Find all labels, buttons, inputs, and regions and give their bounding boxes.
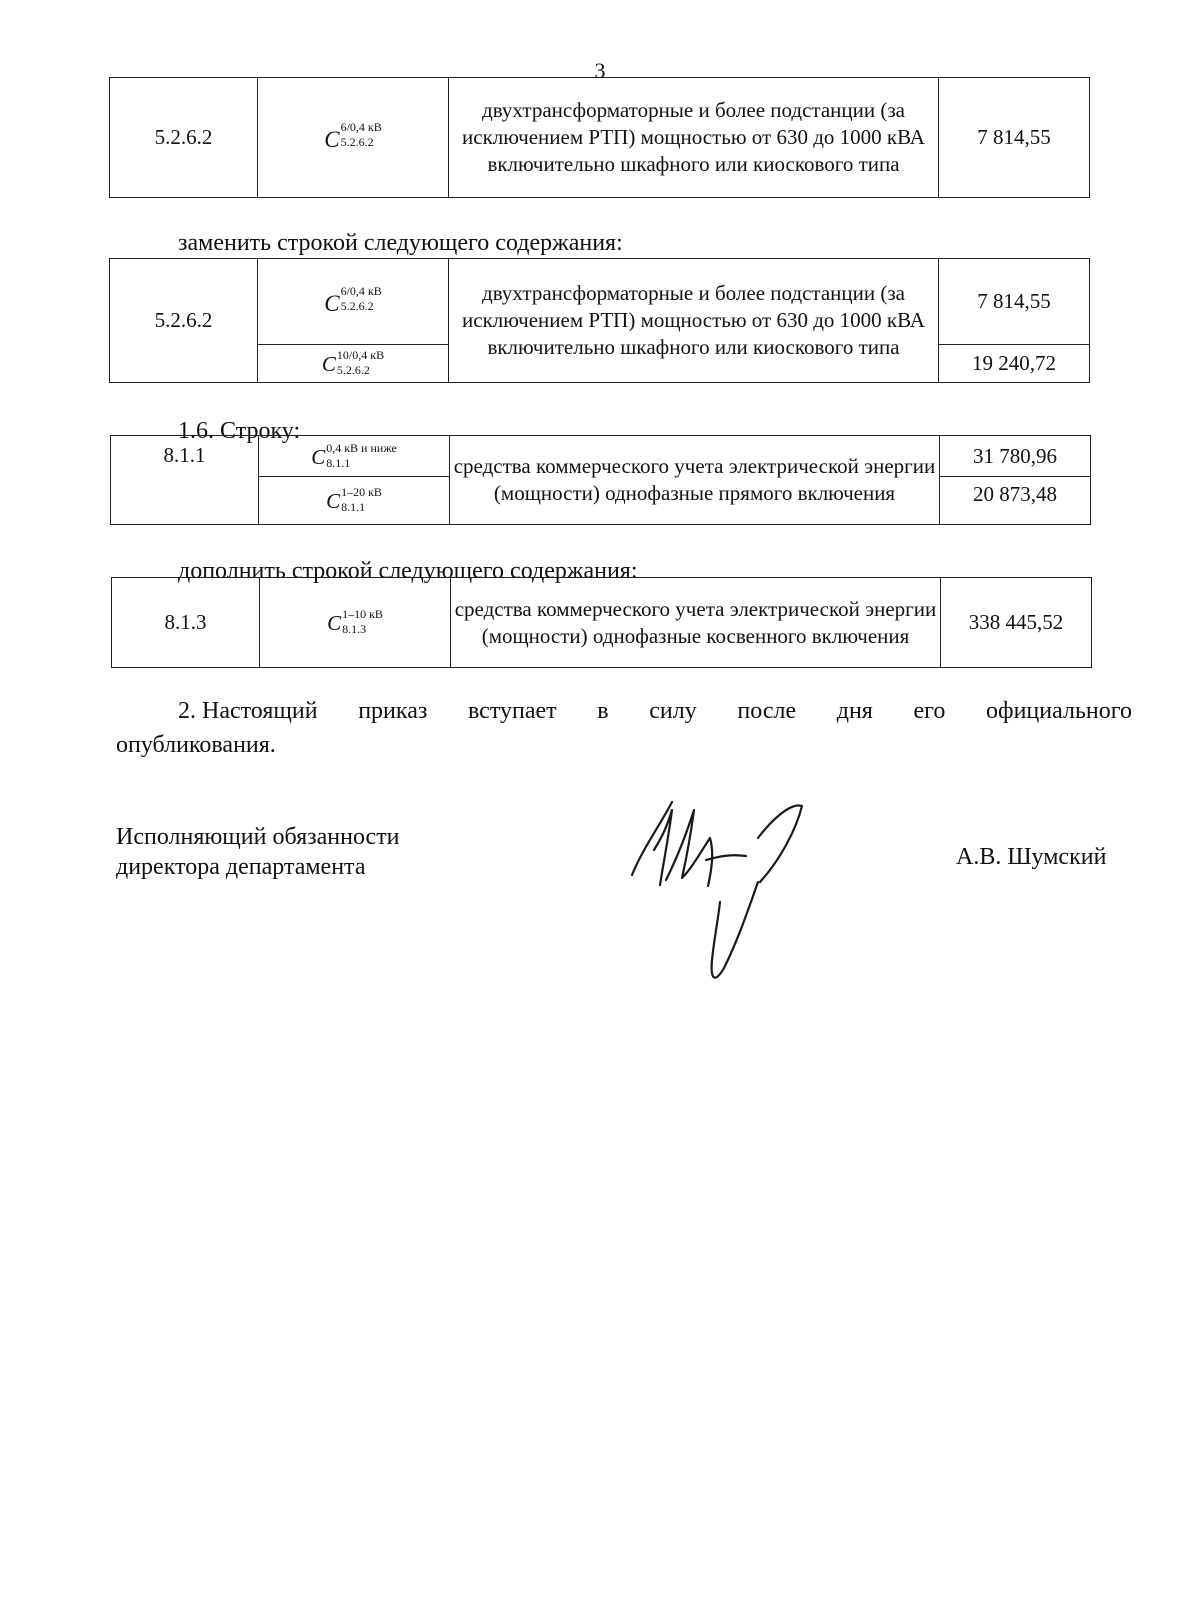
formula-base: C (324, 127, 340, 152)
row-value: 7 814,55 (939, 259, 1090, 345)
row-code: 8.1.3 (112, 578, 260, 668)
position-line-2: директора департамента (116, 854, 366, 880)
formula-superscript: 1–10 кВ (342, 607, 383, 621)
formula-subscript: 8.1.3 (342, 622, 367, 636)
formula-superscript: 6/0,4 кВ (340, 284, 382, 298)
row-description: средства коммерческого учета электрической энергии (мощности) однофазные косвенного включения (451, 578, 941, 668)
tariff-formula (324, 121, 382, 153)
row-code: 5.2.6.2 (110, 78, 258, 198)
row-8-1-1-table (110, 435, 1091, 525)
formula-superscript: 6/0,4 кВ (340, 120, 382, 134)
row-value: 20 873,48 (940, 477, 1091, 525)
row-value: 31 780,96 (940, 436, 1091, 477)
tariff-formula-cell (258, 78, 449, 198)
row-code: 5.2.6.2 (110, 259, 258, 383)
word: после (737, 698, 797, 724)
row-value: 7 814,55 (939, 78, 1090, 198)
word: в (597, 698, 609, 724)
page-number: 3 (594, 58, 606, 83)
row-value: 338 445,52 (941, 578, 1092, 668)
tariff-formula-cell (260, 578, 451, 668)
word: приказ (358, 698, 428, 724)
paragraph-2 (116, 694, 1132, 762)
paragraph-2-line-1 (116, 694, 1132, 728)
tariff-formula (327, 608, 383, 636)
formula-base: C (326, 489, 341, 513)
row-8-1-3-table (111, 577, 1092, 668)
row-description: средства коммерческого учета электрической энергии (мощности) однофазные прямого включения (450, 436, 940, 525)
handwritten-signature (620, 790, 820, 990)
tariff-formula-cell (259, 436, 450, 477)
caption-add: дополнить строкой следующего содержания: (178, 558, 638, 584)
word: силу (649, 698, 697, 724)
word: 2. Настоящий (178, 698, 318, 724)
formula-superscript: 1–20 кВ (341, 485, 382, 499)
formula-subscript: 5.2.6.2 (340, 135, 374, 149)
tariff-formula (324, 285, 382, 317)
position-line-1: Исполняющий обязанности (116, 824, 400, 850)
caption-replace: заменить строкой следующего содержания: (178, 230, 623, 256)
formula-base: C (327, 611, 342, 635)
tariff-formula-cell (258, 345, 449, 383)
formula-base: C (321, 352, 336, 376)
tariff-formula (311, 442, 397, 470)
formula-subscript: 5.2.6.2 (336, 363, 370, 377)
row-value: 19 240,72 (939, 345, 1090, 383)
caption-row: 1.6. Строку: (178, 418, 301, 444)
formula-subscript: 8.1.1 (326, 455, 351, 470)
tariff-formula (326, 486, 382, 514)
signatory-name: А.В. Шумский (956, 844, 1107, 870)
signatory-position (116, 822, 400, 882)
row-description: двухтрансформаторные и более подстанции (за исключением РТП) мощностью от 630 до 1000 кВА включительно шкафного или киоскового типа (449, 78, 939, 198)
original-row-table (109, 77, 1090, 198)
tariff-formula-cell (258, 259, 449, 345)
tariff-formula (322, 349, 384, 377)
word: его (913, 698, 946, 724)
formula-superscript: 10/0,4 кВ (336, 348, 385, 362)
row-description: двухтрансформаторные и более подстанции (за исключением РТП) мощностью от 630 до 1000 кВА включительно шкафного или киоскового типа (449, 259, 939, 383)
word: вступает (467, 698, 557, 724)
paragraph-2-line-2: опубликования. (116, 732, 276, 758)
row-code: 8.1.1 (111, 436, 259, 525)
replacement-row-table (109, 258, 1090, 383)
formula-base: C (324, 291, 340, 316)
word: дня (836, 698, 873, 724)
formula-subscript: 5.2.6.2 (340, 299, 374, 313)
formula-superscript: 0,4 кВ и ниже (326, 440, 397, 455)
formula-subscript: 8.1.1 (341, 500, 366, 514)
tariff-formula-cell (259, 477, 450, 525)
word: официального (986, 698, 1132, 724)
formula-base: C (311, 444, 326, 469)
